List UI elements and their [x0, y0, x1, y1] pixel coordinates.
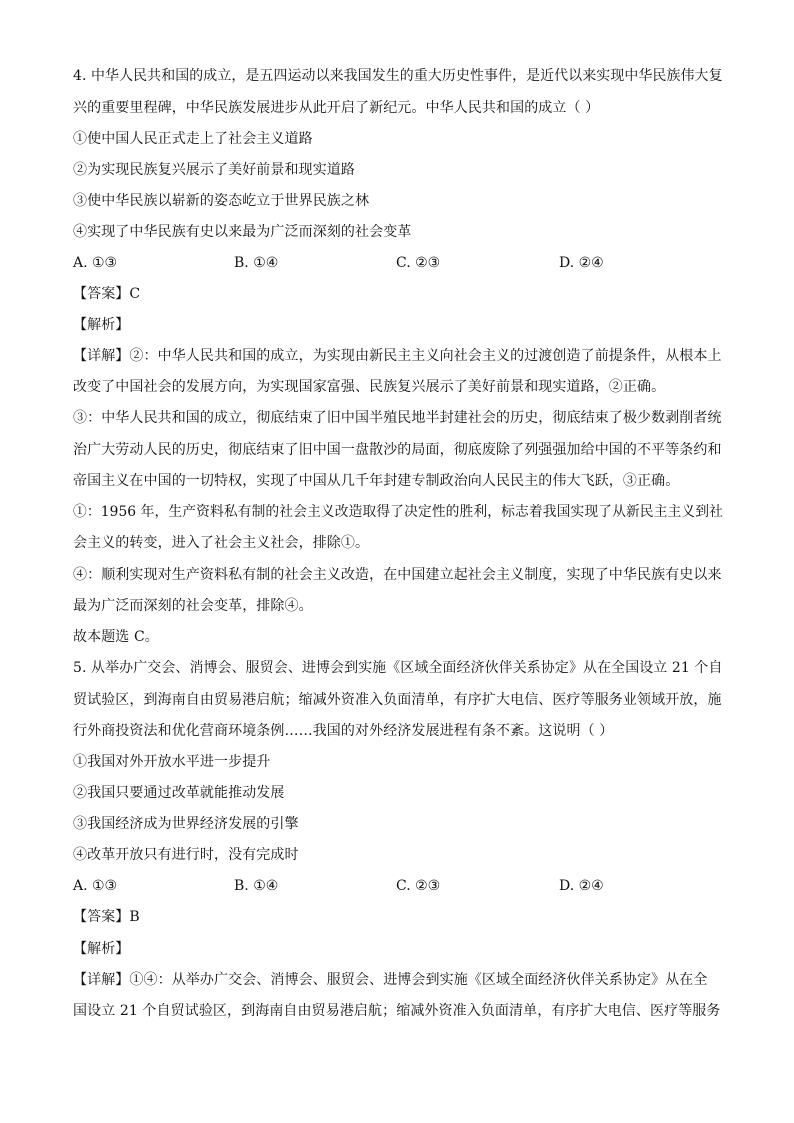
q4-statement-4: ④实现了中华民族有史以来最为广泛而深刻的社会变革	[73, 224, 412, 240]
q4-statement-3: ③使中华民族以崭新的姿态屹立于世界民族之林	[73, 193, 370, 209]
q5-explanation-line-1: 【详解】①④：从举办广交会、消博会、服贸会、进博会到实施《区域全面经济伙伴关系协定》从在全	[73, 972, 708, 988]
q4-option-d: D. ②④	[559, 255, 604, 271]
q4-options	[73, 253, 723, 273]
q4-explanation-line-9: 最为广泛而深刻的社会变革，排除④。	[73, 598, 313, 614]
q5-explanation-line-2: 国设立 21 个自贸试验区，到海南自由贸易港启航；缩减外资准入负面清单，有序扩大电信、医疗等服务	[73, 1003, 721, 1019]
q5-option-d: D. ②④	[559, 878, 604, 894]
q4-option-b: B. ①④	[234, 255, 279, 271]
q4-explanation-line-5: 帝国主义在中国的一切特权，实现了中国从几千年封建专制政治向人民民主的伟大飞跃，③正确。	[73, 473, 680, 489]
q4-stem-line-2: 兴的重要里程碑，中华民族发展进步从此开启了新纪元。中华人民共和国的成立（ ）	[73, 100, 600, 116]
q5-stem-line-2: 贸试验区，到海南自由贸易港启航；缩减外资准入负面清单，有序扩大电信、医疗等服务业领域开放，施	[73, 692, 722, 708]
q5-option-c: C. ②③	[396, 878, 441, 894]
q5-statement-2: ②我国只要通过改革就能推动发展	[73, 785, 285, 801]
q5-statement-1: ①我国对外开放水平进一步提升	[73, 754, 271, 770]
q4-statement-2: ②为实现民族复兴展示了美好前景和现实道路	[73, 162, 355, 178]
q4-option-a: A. ①③	[73, 255, 118, 271]
q4-explanation-line-4: 治广大劳动人民的历史，彻底结束了旧中国一盘散沙的局面，彻底废除了列强强加给中国的不平等条约和	[73, 442, 722, 458]
q4-explanation-line-8: ④：顺利实现对生产资料私有制的社会主义改造，在中国建立起社会主义制度，实现了中华民族有史以来	[73, 567, 722, 583]
q5-option-b: B. ①④	[234, 878, 279, 894]
q4-answer: 【答案】C	[73, 286, 141, 302]
q5-statement-3: ③我国经济成为世界经济发展的引擎	[73, 816, 299, 832]
q4-analysis-label: 【解析】	[73, 317, 130, 333]
q4-conclusion: 故本题选 C。	[73, 629, 159, 645]
q5-stem-line-1: 5. 从举办广交会、消博会、服贸会、进博会到实施《区域全面经济伙伴关系协定》从在全国设立 21 个自	[73, 660, 723, 676]
q5-statement-4: ④改革开放只有进行时，没有完成时	[73, 847, 299, 863]
q4-explanation-line-3: ③：中华人民共和国的成立，彻底结束了旧中国半殖民地半封建社会的历史，彻底结束了极少数剥削者统	[73, 410, 722, 426]
q4-option-c: C. ②③	[396, 255, 441, 271]
q5-analysis-label: 【解析】	[73, 941, 130, 957]
q5-option-a: A. ①③	[73, 878, 118, 894]
q4-explanation-line-1: 【详解】②：中华人民共和国的成立，为实现由新民主主义向社会主义的过渡创造了前提条件，从根本上	[73, 348, 722, 364]
q4-explanation-line-2: 改变了中国社会的发展方向，为实现国家富强、民族复兴展示了美好前景和现实道路，②正确。	[73, 379, 666, 395]
q5-stem-line-3: 行外商投资法和优化营商环境条例……我国的对外经济发展进程有条不紊。这说明（ ）	[73, 723, 614, 739]
q4-stem-line-1: 4. 中华人民共和国的成立，是五四运动以来我国发生的重大历史性事件，是近代以来实现中华民族伟大复	[73, 68, 723, 84]
q4-explanation-line-7: 会主义的转变，进入了社会主义社会，排除①。	[73, 535, 370, 551]
q4-statement-1: ①使中国人民正式走上了社会主义道路	[73, 131, 313, 147]
q5-options	[73, 876, 723, 896]
q5-answer: 【答案】B	[73, 909, 140, 925]
q4-explanation-line-6: ①：1956 年，生产资料私有制的社会主义改造取得了决定性的胜利，标志着我国实现了从新民主主义到社	[73, 504, 724, 520]
